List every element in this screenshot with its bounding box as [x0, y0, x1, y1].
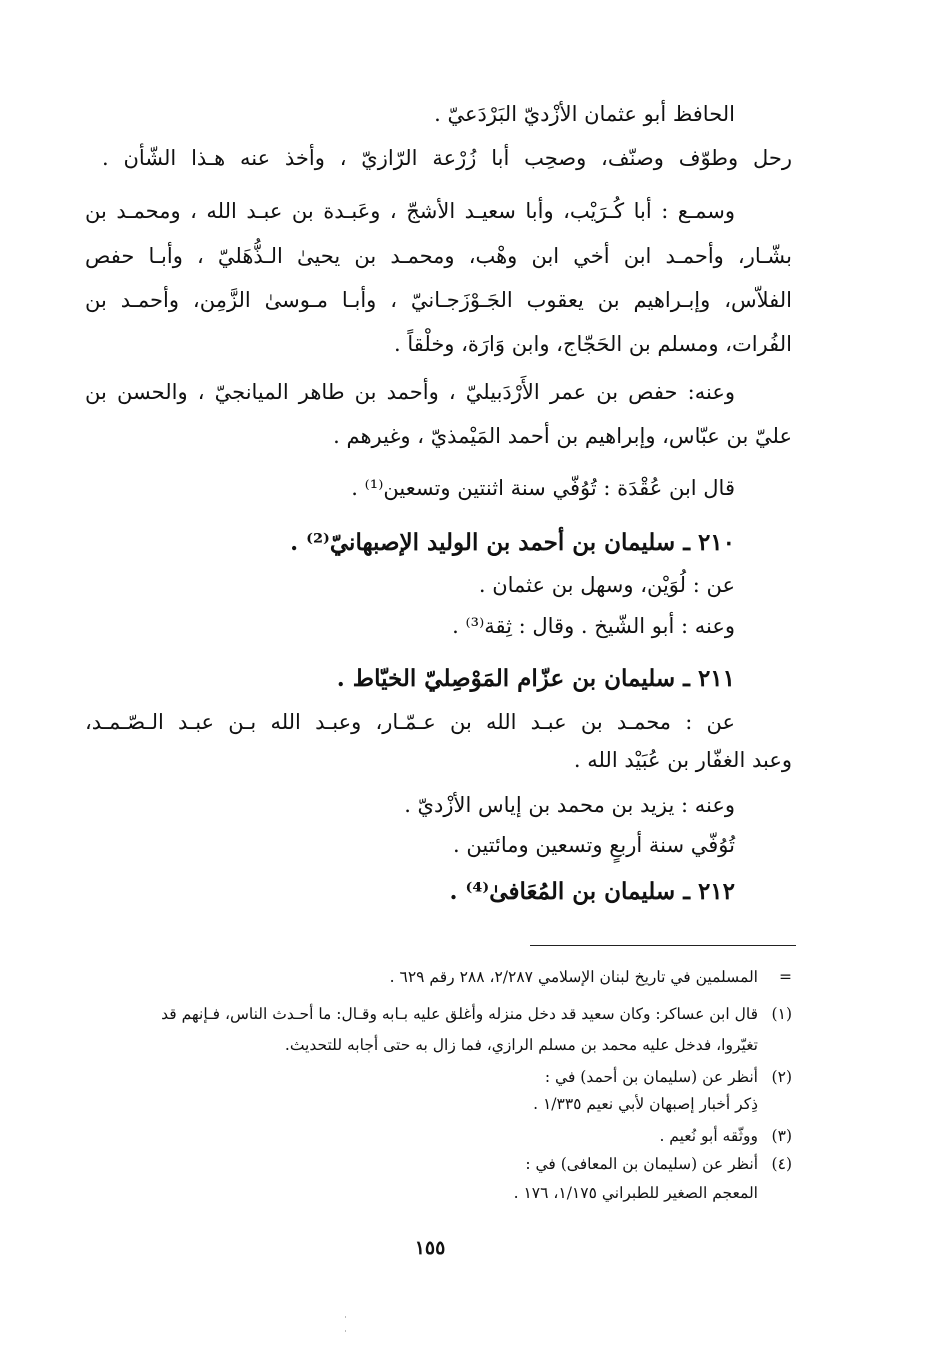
body-line-2: رحل وطوّف وصنّف، وصحِب أبا زُرْعة الرّازيّ ، وأخذ عنه هـذا الشّأن . [102, 146, 792, 170]
footnote-text: أنظر عن (سليمان بن المعافى) في : [525, 1155, 758, 1173]
footnote-marker: (٤) [771, 1155, 792, 1173]
footnote-marker: (١) [771, 1005, 792, 1023]
body-line-7: وعنه: حفص بن عمر الأَرْدَبيليّ ، وأحمد بن طاهر الميانجيّ ، والحسن بن [85, 380, 735, 404]
body-line-4: بشّـار، وأحمـد ابن أخي ابن وهْب، ومحمـد بن يحيىٰ الـذُّهَليّ ، وأبـا حفص [85, 244, 792, 268]
footnote-text: ووثّقه أبو نُعيم . [659, 1127, 758, 1145]
footnote-text: ذِكر أخبار إصبهان لأبي نعيم ١/٣٣٥ . [533, 1095, 758, 1113]
body-line-9: قال ابن عُقْدَة : تُوُفّي سنة اثنتين وتسعين⁽¹⁾ . [351, 476, 735, 500]
footnote-text: أنظر عن (سليمان بن أحمد) في : [544, 1068, 758, 1086]
scan-speck [345, 1330, 346, 1332]
footnote-text: قال ابن عساكر: وكان سعيد قد دخل منزله وأغلق عليه بـابه وقـال: ما أحـدث الناس، فـإنهم قد [161, 1005, 758, 1023]
footnote-marker: (٣) [771, 1127, 792, 1145]
footnote-3 [659, 1125, 792, 1147]
body-line-1: الحافظ أبو عثمان الأزْديّ البَرْدَعيّ . [434, 102, 735, 126]
footnote-2 [545, 1066, 792, 1088]
footnote-2-line-2 [533, 1093, 792, 1115]
entry-heading-211: ٢١١ ـ سليمان بن عزّام المَوْصِليّ الخيّاط . [336, 665, 735, 692]
footnote-text: تغيّروا، فدخل عليه محمد بن مسلم الرازي، فما زال به حتى أجابه للتحديث. [284, 1036, 758, 1054]
body-line-16: وعنه : يزيد بن محمد بن إياس الأزْديّ . [404, 793, 735, 817]
footnote-continuation [390, 966, 792, 988]
body-line-6: الفُرات، ومسلم بن الحَجّاج، وابن وَارَة، وخلْقاً . [394, 332, 792, 356]
body-line-5: الفلاّس، وإبـراهيم بن يعقوب الجَـوْزَجـانيّ ، وأبـا مـوسىٰ الزَّمِن، وأحمـد بن [85, 288, 792, 312]
footnote-1-line-2 [285, 1034, 792, 1056]
footnote-1 [161, 1003, 792, 1025]
footnote-text: المعجم الصغير للطبراني ١/١٧٥، ١٧٦ . [513, 1184, 758, 1202]
entry-heading-210: ٢١٠ ـ سليمان بن أحمد بن الوليد الإصبهانيّ⁽²⁾ . [290, 529, 735, 556]
footnote-text: المسلمين في تاريخ لبنان الإسلامي ٢/٢٨٧، ٢٨٨ رقم ٦٢٩ . [389, 968, 758, 986]
footnote-4 [525, 1153, 792, 1175]
footnote-separator [530, 945, 796, 946]
body-line-3: وسمـع : أبا كُـرَيْب، وأبا سعيـد الأشجّ ، وعَبـدة بن عبـد الله ، ومحمـد بن [85, 199, 735, 223]
page-number: ١٥٥ [414, 1237, 446, 1259]
body-line-11: عن : لُوَيْن، وسهل بن عثمان . [478, 573, 735, 597]
footnote-marker: = [779, 968, 792, 986]
scan-speck [345, 1316, 346, 1318]
footnote-marker: (٢) [771, 1068, 792, 1086]
body-line-12: وعنه : أبو الشّيخ . وقال : ثِقة⁽³⁾ . [452, 614, 735, 638]
body-line-14: عن : محمـد بن عبـد الله بن عـمّـار، وعبـد الله بـن عبـد الـصّـمـد، [85, 710, 735, 734]
body-line-15: وعبد الغفّار بن عُبَيْد الله . [573, 748, 792, 772]
body-line-8: عليّ بن عبّاس، وإبراهيم بن أحمد المَيْمذيّ ، وغيرهم . [333, 424, 792, 448]
footnote-4-line-2 [514, 1182, 792, 1204]
body-line-17: تُوُفّي سنة أربعٍ وتسعين ومائتين . [453, 833, 735, 857]
entry-heading-212: ٢١٢ ـ سليمان بن المُعَافىٰ⁽⁴⁾ . [449, 878, 735, 905]
